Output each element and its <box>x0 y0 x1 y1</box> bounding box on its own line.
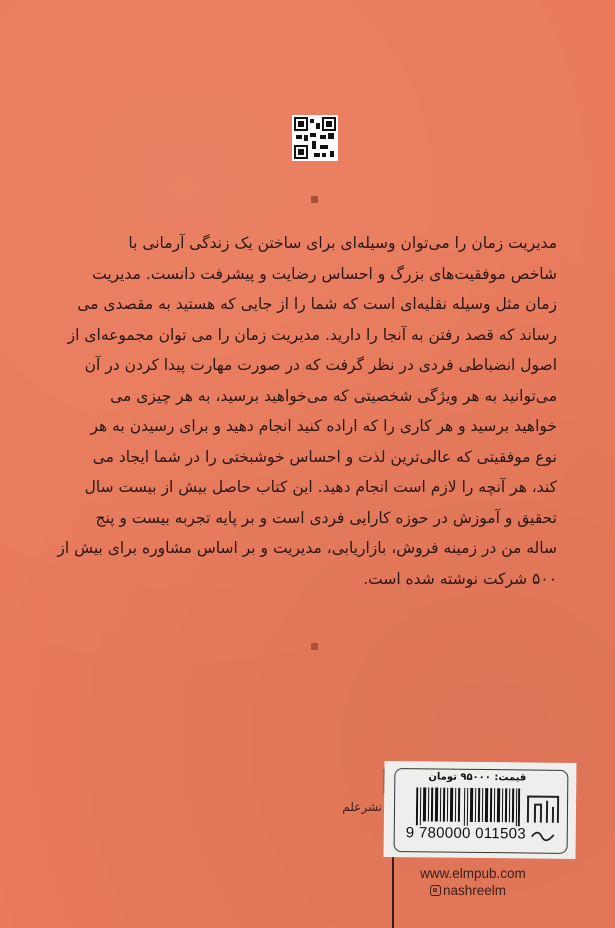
publisher-logo-small-icon <box>526 792 561 842</box>
barcode-icon <box>416 787 520 826</box>
blurb-line: رساند که قصد رفتن به آنجا را دارید. مدیریت زمان را می توان مجموعه‌ای از <box>67 325 557 344</box>
price-barcode-sticker <box>384 761 577 859</box>
blurb-line: ساله من در زمینه فروش، بازاریابی، مدیریت و بر اساس مشاوره برای بیش از <box>57 539 557 557</box>
blurb-line: می‌توانید به هر ویژگی شخصیتی که می‌خواهید برسید، به هر چیزی می <box>110 386 557 405</box>
qr-code[interactable] <box>292 115 338 161</box>
price-label: قیمت: ۹۵۰۰۰ تومان <box>428 771 527 784</box>
isbn-number: 9 780000 011503 <box>405 824 527 843</box>
instagram-icon <box>430 885 441 896</box>
blurb-line: شاخص موفقیت‌های بزرگ و احساس رضایت و پیشرفت دانست. مدیریت <box>92 264 557 283</box>
blurb-line: ۵۰۰ شرکت نوشته شده است. <box>363 569 557 588</box>
blurb-line: زمان مثل وسیله نقلیه‌ای است که شما را از جایی که هستید به مقصدی می <box>77 295 557 313</box>
instagram-handle[interactable] <box>430 883 506 898</box>
decorative-square-bottom <box>311 643 318 650</box>
blurb-line: نوع موفقیتی که عالی‌ترین لذت و احساس خوشبختی را در شما ایجاد می <box>92 447 557 466</box>
decorative-square-top <box>311 196 318 203</box>
blurb-line: خواهید برسید و هر کاری را که اراده کنید انجام دهید و برای رسیدن به هر <box>90 417 557 435</box>
blurb-line: مدیریت زمان را می‌توان وسیله‌ای برای ساختن یک زندگی آرمانی با <box>128 234 557 252</box>
blurb-line: کند، هر آنچه را لازم است انجام دهید. این کتاب حاصل بیش از بیست سال <box>84 478 557 496</box>
blurb-line: تحقیق و آموزش در حوزه کارایی فردی است و بر پایه تجربه بیست و پنج <box>95 508 557 527</box>
blurb-line: اصول انضباطی فردی در نظر گرفت که در صورت مهارت پیدا کردن در آن <box>84 356 557 374</box>
instagram-handle-text: nashreelm <box>443 883 507 898</box>
back-cover-blurb <box>57 228 557 594</box>
publisher-name: نشرعلم <box>342 800 382 814</box>
website-link[interactable]: www.elmpub.com <box>420 866 526 881</box>
